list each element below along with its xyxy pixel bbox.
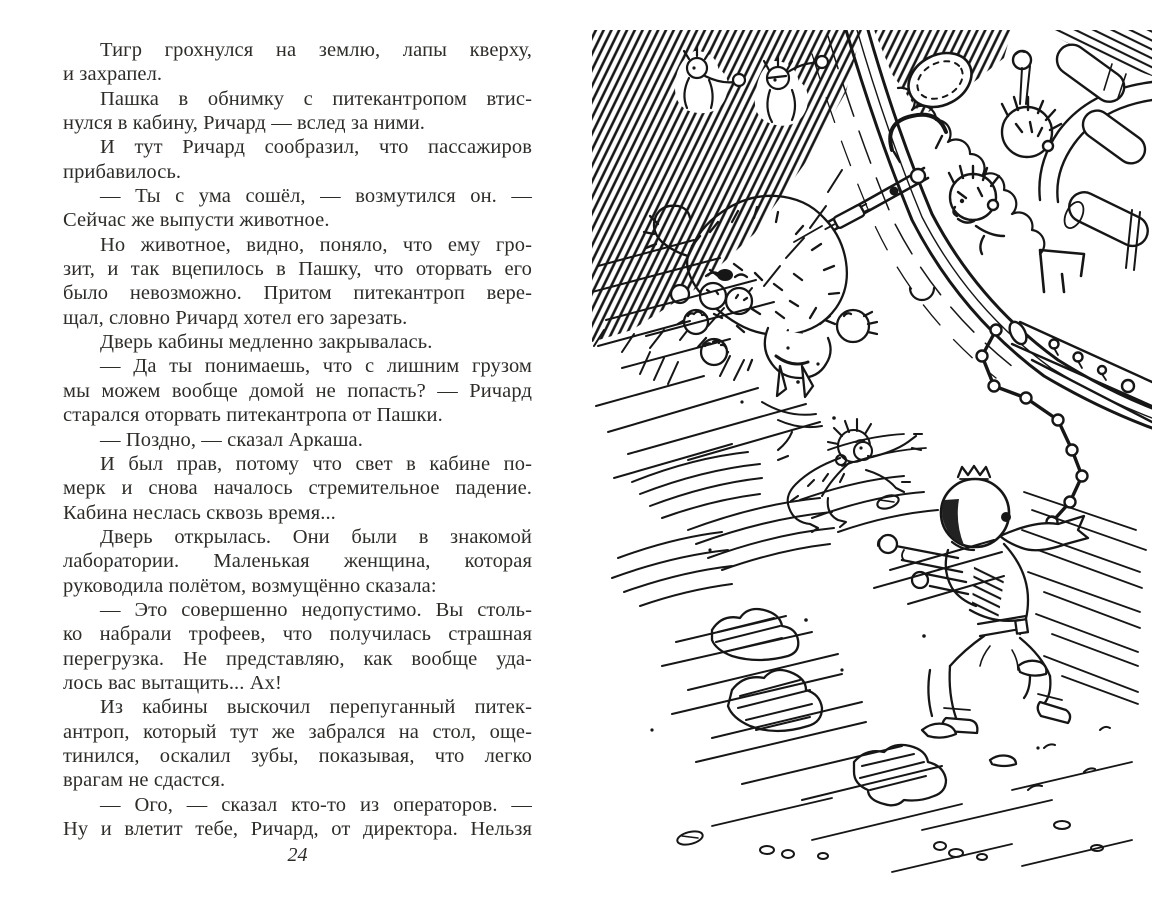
- text-line: антроп, который тут же забрался на стол, още-: [63, 720, 532, 743]
- paragraph: [63, 135, 532, 184]
- text-line: зит, и так вцепилось в Пашку, что оторвать его: [63, 258, 532, 281]
- text-line: — Это совершенно недопустимо. Вы столь-: [100, 598, 532, 621]
- text-line: Сейчас же выпусти животное.: [63, 209, 330, 232]
- text-line: — Да ты понимаешь, что с лишним грузом: [100, 355, 532, 378]
- scarf: [1000, 516, 1088, 550]
- text-line: щал, словно Ричард хотел его зарезать.: [63, 306, 408, 329]
- text-line: перегрузка. Не представляю, как вообще уда-: [63, 647, 532, 670]
- text-line: старался оторвать питекантропа от Пашки.: [63, 404, 443, 427]
- paragraph: [63, 87, 532, 136]
- text-line: тинился, оскалил зубы, показывая, что легко: [63, 744, 532, 767]
- paragraph: [63, 428, 532, 452]
- text-line: прибавилось.: [63, 160, 182, 183]
- text-line: — Ты с ума сошёл, — возмутился он. —: [100, 185, 532, 208]
- text-line: Но животное, видно, поняло, что ему гро-: [100, 233, 532, 256]
- text-line: было невозможно. Притом питекантроп вере-: [63, 282, 532, 305]
- paragraph: [63, 793, 532, 842]
- text-column: [63, 38, 532, 841]
- text-line: врагам не сдастся.: [63, 769, 226, 792]
- text-line: и захрапел.: [63, 63, 163, 86]
- text-line: — Ого, — сказал кто-то из операторов. —: [100, 793, 532, 816]
- text-line: Пашка в обнимку с питекантропом втис-: [100, 87, 532, 110]
- text-line: Ну и влетит тебе, Ричард, от директора. Нельзя: [63, 818, 532, 840]
- ink-specks: [650, 346, 1039, 749]
- text-line: Тигр грохнулся на землю, лапы кверху,: [100, 39, 532, 61]
- helmet-antenna: [958, 466, 990, 477]
- paragraph: [63, 330, 532, 354]
- paragraph: [63, 233, 532, 330]
- helmet-boy: [878, 466, 1088, 733]
- text-line: Кабина неслась сквозь время...: [63, 501, 336, 524]
- paragraph: [63, 452, 532, 525]
- text-line: мерк и снова началось стремительное падение.: [63, 477, 532, 500]
- text-line: — Поздно, — сказал Аркаша.: [100, 428, 363, 451]
- tiger-muzzle: [700, 269, 752, 314]
- paragraph: [63, 184, 532, 233]
- text-line: лаборатории. Маленькая женщина, которая: [63, 550, 532, 573]
- text-line: нулся в кабину, Ричард — вслед за ними.: [63, 112, 426, 135]
- paragraph: [63, 354, 532, 427]
- paragraph: [63, 525, 532, 598]
- text-line: мы можем вообще домой не попасть? — Ричард: [63, 379, 532, 402]
- paragraph: [63, 598, 532, 695]
- text-line: руководила полётом, возмущённо сказала:: [63, 574, 437, 597]
- text-line: И тут Ричард сообразил, что пассажиров: [100, 136, 532, 159]
- text-line: лось вас вытащить... Ах!: [63, 671, 282, 694]
- text-line: Дверь открылась. Они были в знакомой: [100, 525, 532, 548]
- rocks: [676, 609, 1110, 860]
- text-line: Дверь кабины медленно закрывалась.: [100, 331, 433, 354]
- paragraph: [63, 38, 532, 87]
- text-line: И был прав, потому что свет в кабине по-: [100, 452, 532, 475]
- text-line: Из кабины выскочил перепуганный питек-: [100, 696, 532, 719]
- page-number: 24: [287, 844, 308, 866]
- story-illustration: [592, 30, 1152, 902]
- paragraph: [63, 695, 532, 792]
- text-line: ко набрали трофеев, что получилась страшная: [63, 623, 532, 646]
